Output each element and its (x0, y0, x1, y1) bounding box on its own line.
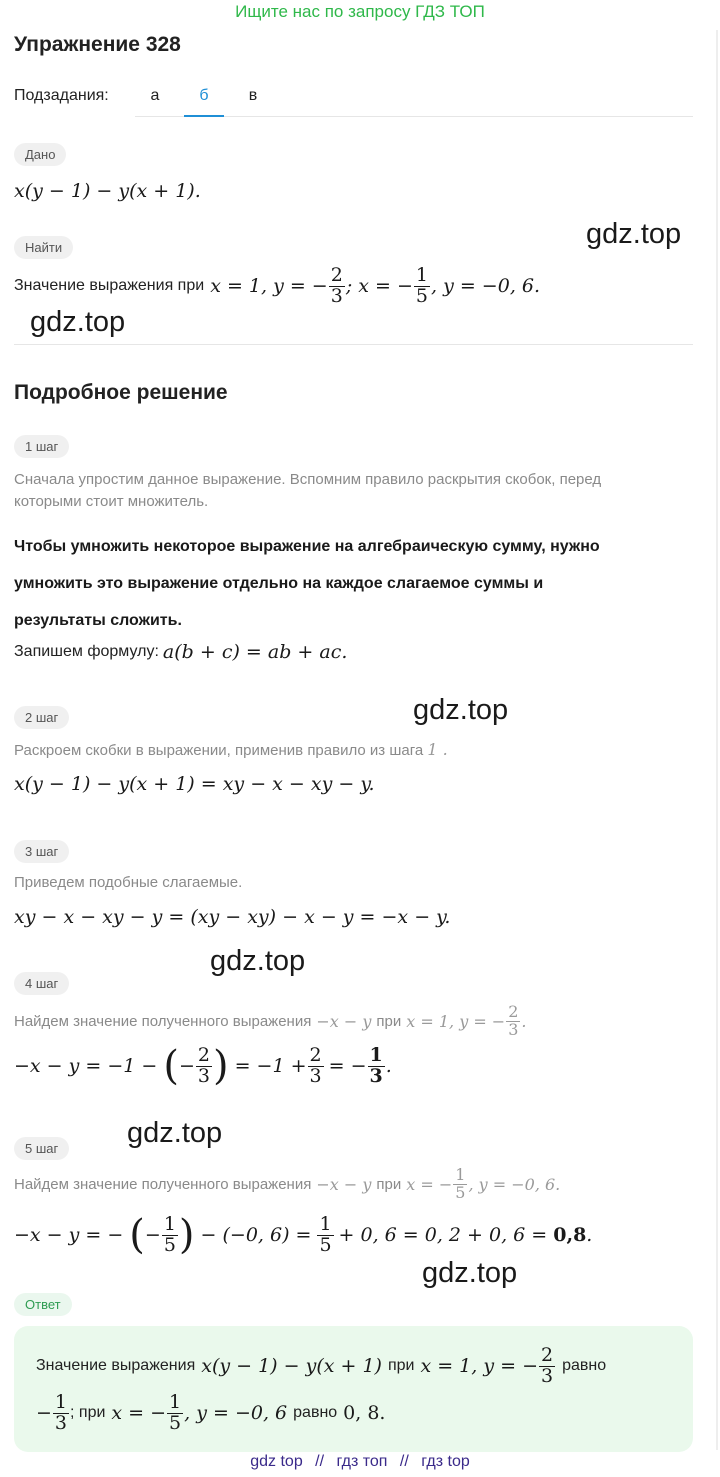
step-5-intro-text: Найдем значение полученного выражения (14, 1175, 312, 1193)
step-2-expression: x(y − 1) − y(x + 1) = xy − x − xy − y. (14, 773, 375, 795)
frac-den: 3 (369, 1064, 383, 1087)
step-4-intro-expr: −x − y (316, 1011, 372, 1031)
answer-line-1 (36, 1346, 606, 1387)
find-line (14, 266, 540, 307)
answer-fraction-3 (167, 1393, 183, 1434)
find-lead: Значение выражения при (14, 277, 205, 295)
minus-sign: − (144, 1224, 161, 1247)
formula: a(b + c) = ab + ac. (162, 641, 348, 663)
find-part-1: x = 1, y = − (210, 275, 328, 298)
footer-link[interactable]: gdz top (250, 1453, 303, 1470)
find-fraction-2 (414, 266, 430, 307)
step-1-intro-line: которыми стоит множитель. (14, 493, 209, 510)
footer-links (0, 1453, 720, 1471)
step-4-fraction-2 (308, 1046, 324, 1087)
step-1-formula-line (14, 641, 347, 663)
step-5-e3: + 0, 6 = 0, 2 + 0, 6 = (338, 1224, 548, 1247)
step-5-intro-fraction (453, 1167, 467, 1202)
step-5-chip: 5 шаг (14, 1137, 69, 1160)
answer-line-2 (36, 1393, 385, 1434)
watermark: gdz.top (127, 1117, 223, 1149)
frac-num: 1 (163, 1213, 176, 1235)
frac-den: 3 (197, 1064, 210, 1087)
footer-link[interactable]: гдз топ (336, 1453, 388, 1470)
frac-den: 5 (319, 1233, 332, 1256)
watermark: gdz.top (30, 306, 126, 338)
section-divider (14, 344, 693, 345)
step-1-rule-line: результаты сложить. (14, 612, 182, 629)
period: . (586, 1224, 593, 1247)
right-paren: ) (212, 1043, 229, 1090)
frac-den: 5 (415, 284, 428, 307)
answer-tail: равно (562, 1357, 607, 1375)
frac-num: 2 (541, 1344, 554, 1366)
step-2-chip: 2 шаг (14, 706, 69, 729)
find-chip: Найти (14, 236, 73, 259)
step-5-fraction (162, 1215, 178, 1256)
answer-minus: − (36, 1402, 52, 1425)
step-4-intro (14, 1004, 527, 1039)
step-2-intro-num: 1 . (427, 740, 448, 759)
step-4-result (368, 1046, 385, 1087)
frac-den: 5 (163, 1233, 176, 1256)
left-paren: ( (129, 1212, 145, 1259)
watermark: gdz.top (210, 945, 306, 977)
step-4-expression (14, 1043, 392, 1090)
step-1-intro (14, 469, 601, 513)
given-chip: Дано (14, 143, 66, 166)
formula-lead: Запишем формулу: (14, 643, 159, 660)
watermark: gdz.top (586, 218, 682, 250)
step-5-result: 0,8 (553, 1224, 587, 1247)
subtasks-label: Подзадания: (14, 87, 109, 104)
frac-num: 2 (508, 1002, 519, 1021)
frac-num: 1 (319, 1213, 332, 1235)
tab-a[interactable]: а (150, 87, 160, 104)
tab-b[interactable]: б (184, 87, 224, 117)
frac-den: 3 (309, 1064, 322, 1087)
answer-at: при (387, 1357, 415, 1375)
right-paren: ) (178, 1212, 195, 1259)
answer-mid: ; при (70, 1404, 106, 1422)
step-5-intro-vals: x = − (406, 1174, 453, 1194)
step-4-intro-text: Найдем значение полученного выражения (14, 1012, 312, 1030)
step-4-e2: = −1 + (234, 1055, 307, 1078)
step-4-intro-fraction (506, 1004, 520, 1039)
step-1-rule-line: умножить это выражение отдельно на каждое слагаемое суммы и (14, 575, 544, 592)
step-5-intro (14, 1167, 560, 1202)
step-2-intro (14, 740, 448, 759)
step-1-rule (14, 528, 600, 639)
step-5-fraction-2 (317, 1215, 333, 1256)
step-4-e1: −x − y = −1 − (14, 1055, 158, 1078)
step-4-e3: = − (328, 1055, 367, 1078)
search-banner: Ищите нас по запросу ГДЗ ТОП (235, 2, 485, 21)
frac-num: 2 (309, 1044, 322, 1066)
step-4-fraction (196, 1046, 212, 1087)
answer-fraction-2 (53, 1393, 69, 1434)
answer-chip: Ответ (14, 1293, 72, 1316)
step-3-expression: xy − x − xy − y = (xy − xy) − x − y = −x − y. (14, 906, 451, 928)
find-part-2: ; x = − (345, 275, 413, 298)
step-1-intro-line: Сначала упростим данное выражение. Вспомним правило раскрытия скобок, перед (14, 471, 602, 488)
frac-num: 1 (415, 264, 428, 286)
answer-vals-2: x = − (111, 1402, 167, 1425)
step-5-intro-tail: , y = −0, 6. (468, 1174, 561, 1194)
step-4-intro-vals: x = 1, y = − (406, 1011, 506, 1031)
answer-lead: Значение выражения (36, 1357, 196, 1375)
find-part-3: , y = −0, 6. (431, 275, 541, 298)
step-1-rule-line: Чтобы умножить некоторое выражение на алгебраическую сумму, нужно (14, 538, 600, 555)
step-3-intro: Приведем подобные слагаемые. (14, 874, 243, 891)
watermark: gdz.top (422, 1257, 518, 1289)
step-4-intro-at: при (376, 1012, 402, 1030)
answer-vals: x = 1, y = − (420, 1355, 539, 1378)
period: . (521, 1011, 527, 1031)
step-5-intro-at: при (376, 1175, 402, 1193)
answer-result: 0, 8. (343, 1402, 386, 1425)
watermark: gdz.top (413, 694, 509, 726)
answer-fraction-1 (539, 1346, 555, 1387)
frac-den: 5 (455, 1182, 466, 1202)
frac-den: 3 (508, 1019, 519, 1039)
step-5-e2: − (−0, 6) = (200, 1224, 312, 1247)
minus-sign: − (178, 1055, 195, 1078)
step-4-chip: 4 шаг (14, 972, 69, 995)
answer-tail-2: равно (293, 1404, 338, 1422)
footer-separator: // (315, 1453, 325, 1470)
given-expression: x(y − 1) − y(x + 1). (14, 180, 201, 202)
page-title: Упражнение 328 (14, 33, 181, 56)
frac-num: 2 (330, 264, 343, 286)
step-1-chip: 1 шаг (14, 435, 69, 458)
footer-separator: // (399, 1453, 409, 1470)
frac-num: 1 (169, 1391, 182, 1413)
answer-vals-3: , y = −0, 6 (184, 1402, 288, 1425)
frac-den: 3 (54, 1411, 68, 1434)
find-fraction-1 (329, 266, 345, 307)
step-5-intro-expr: −x − y (316, 1174, 372, 1194)
frac-num: 1 (369, 1044, 383, 1066)
frac-den: 3 (541, 1364, 554, 1387)
frac-num: 1 (455, 1165, 466, 1184)
step-5-e1: −x − y = − (14, 1224, 124, 1247)
scrollbar[interactable] (716, 30, 718, 1450)
frac-den: 3 (330, 284, 343, 307)
step-3-chip: 3 шаг (14, 840, 69, 863)
answer-expr: x(y − 1) − y(x + 1) (201, 1355, 382, 1378)
step-5-expression (14, 1212, 593, 1259)
tab-v[interactable]: в (248, 87, 258, 104)
solution-title: Подробное решение (14, 381, 228, 404)
left-paren: ( (163, 1043, 179, 1090)
frac-num: 2 (197, 1044, 210, 1066)
period: . (385, 1055, 392, 1078)
footer-link[interactable]: гдз top (421, 1453, 470, 1470)
frac-num: 1 (54, 1391, 68, 1413)
step-2-intro-text: Раскроем скобки в выражении, применив правило из шага (14, 742, 424, 759)
frac-den: 5 (169, 1411, 182, 1434)
